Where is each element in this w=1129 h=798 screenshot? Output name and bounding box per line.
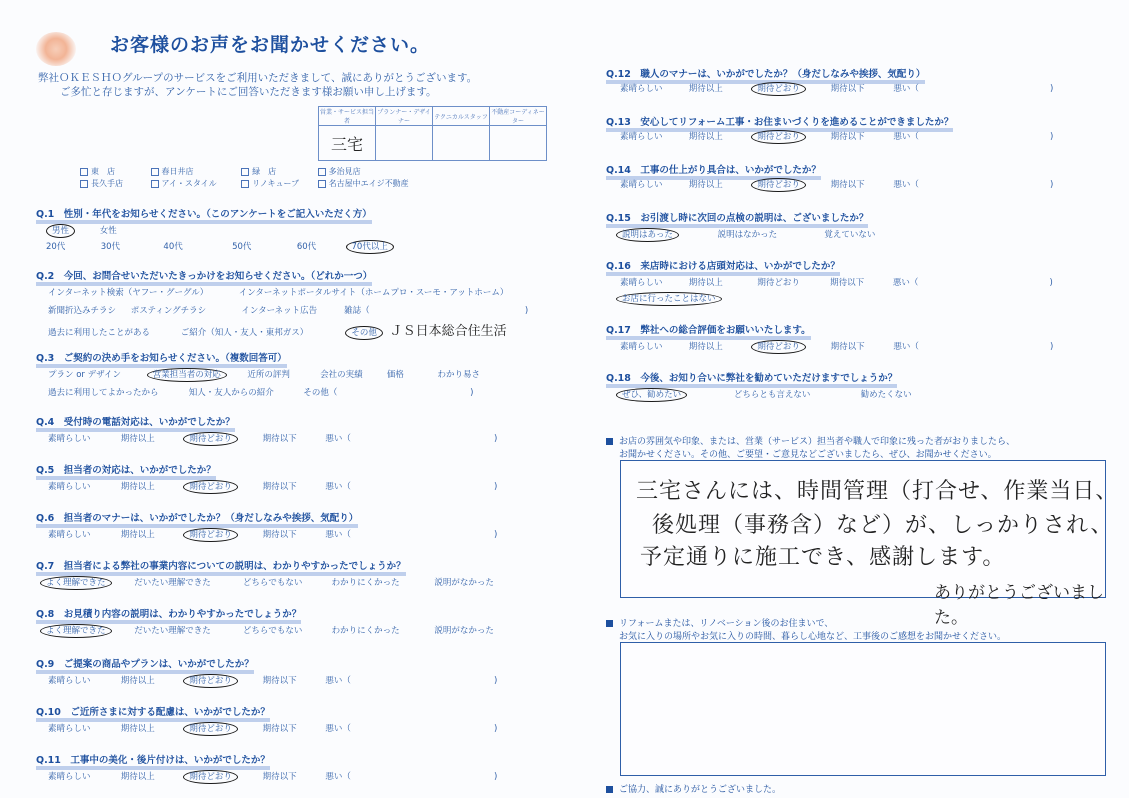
rating-option[interactable]: 期待以下 <box>262 434 297 444</box>
store-checkbox[interactable]: 名古屋中エイジ不動産 <box>318 179 409 188</box>
q14-title: Q.14 工事の仕上がり具合は、いかがでしたか？ <box>606 162 821 176</box>
q2-option[interactable]: ポスティングチラシ <box>130 306 207 316</box>
q15-selected[interactable]: 説明はあった <box>616 228 679 242</box>
q17-rating-options: 素晴らしい 期待以上 期待どおり 期待以下 悪い（ ) <box>620 342 1054 352</box>
rating-option[interactable]: 期待以下 <box>262 482 297 492</box>
q15-options <box>616 228 875 242</box>
q1-age[interactable]: 30代 <box>100 242 121 252</box>
q14-rating-options: 素晴らしい 期待以上 期待どおり 期待以下 悪い（ ) <box>620 180 1054 190</box>
comment-answer-line-4: ありがとうございました。 <box>934 583 1104 628</box>
comment-prompt-2-line-2: お気に入りの場所やお気に入りの時間、暮らし心地など、工事後のご感想をお聞かせください。 <box>619 632 1007 642</box>
section-marker-icon <box>606 438 613 445</box>
rating-option[interactable]: 素晴らしい <box>620 180 663 190</box>
q10-title: Q.10 ご近所さまに対する配慮は、いかがでしたか？ <box>36 704 270 718</box>
q18-selected[interactable]: ぜひ、勧めたい <box>616 388 687 402</box>
q9-rating-options: 素晴らしい 期待以上 期待どおり 期待以下 悪い（ ) <box>48 676 498 686</box>
understand-option[interactable]: 説明がなかった <box>434 578 494 588</box>
q5-rating-options: 素晴らしい 期待以上 期待どおり 期待以下 悪い（ ) <box>48 482 498 492</box>
understand-option[interactable]: 説明がなかった <box>434 626 494 636</box>
q11-rating-options: 素晴らしい 期待以上 期待どおり 期待以下 悪い（ ) <box>48 772 498 782</box>
rating-option[interactable]: 悪い（ <box>893 342 919 352</box>
q2-option[interactable]: インターネット広告 <box>241 306 318 316</box>
q3-title: Q.3 ご契約の決め手をお知らせください。（複数回答可） <box>36 350 287 364</box>
rating-option[interactable]: 悪い（ <box>893 84 919 94</box>
q3-option[interactable]: 知人・友人からの紹介 <box>188 388 274 398</box>
rating-option[interactable]: 悪い（ <box>325 482 351 492</box>
rating-option[interactable]: 期待以上 <box>120 434 155 444</box>
footer-thanks: ご協力、誠にありがとうございました。 <box>606 782 781 795</box>
store-checkbox[interactable]: リノキューブ <box>241 178 315 189</box>
q14-selected-rating[interactable]: 期待どおり <box>751 178 806 192</box>
rating-option[interactable]: 期待以下 <box>262 676 297 686</box>
q17-selected-rating[interactable]: 期待どおり <box>751 340 806 354</box>
rating-option[interactable]: 素晴らしい <box>620 84 663 94</box>
staff-header-sales: 営業・サービス担当者 <box>319 107 376 126</box>
staff-header-technical: テクニカルスタッフ <box>433 107 490 126</box>
understand-option[interactable]: わかりにくかった <box>331 578 400 588</box>
q16-rating-options: 素晴らしい 期待以上 期待どおり 期待以下 悪い（ ) <box>620 278 1053 288</box>
store-checkbox[interactable]: 長久手店 <box>80 178 148 189</box>
q5-selected-rating[interactable]: 期待どおり <box>183 480 238 494</box>
rating-option[interactable]: 期待以上 <box>688 132 723 142</box>
q4-selected-rating[interactable]: 期待どおり <box>183 432 238 446</box>
q2-option[interactable]: ご紹介（知人・友人・東邦ガス） <box>180 328 309 338</box>
rating-option[interactable]: 素晴らしい <box>48 772 91 782</box>
rating-option[interactable]: 期待以上 <box>120 482 155 492</box>
q2-option[interactable]: 新聞折込みチラシ <box>48 306 117 316</box>
intro-line-1: 弊社ＯＫＥＳＨＯグループのサービスをご利用いただきまして、誠にありがとうございます。 <box>38 72 478 84</box>
comment-answer-line-2: 後処理（事務含）など）が、しっかりされ、 <box>652 513 1114 538</box>
q2-options-row-2: 新聞折込みチラシ ポスティングチラシ インターネット広告 雑誌（ ) <box>48 306 529 316</box>
sales-staff-name: 三宅 <box>330 134 363 154</box>
q7-selected[interactable]: よく理解できた <box>40 576 112 590</box>
store-checkbox[interactable]: 東 店 <box>80 166 148 177</box>
understand-option[interactable]: だいたい理解できた <box>134 626 211 636</box>
understand-option[interactable]: だいたい理解できた <box>134 578 211 588</box>
q12-rating-options: 素晴らしい 期待以上 期待どおり 期待以下 悪い（ ) <box>620 84 1054 94</box>
q7-options <box>40 576 494 590</box>
q18-options <box>616 388 912 402</box>
rating-option[interactable]: 素晴らしい <box>48 724 91 734</box>
rating-option[interactable]: 悪い（ <box>325 724 351 734</box>
q15-title: Q.15 お引渡し時に次回の点検の説明は、ございましたか？ <box>606 210 868 224</box>
q2-option[interactable]: インターネットポータルサイト（ホームプロ・スーモ・アットホーム） <box>238 288 509 298</box>
rating-option[interactable]: 期待以下 <box>830 84 865 94</box>
q18-option[interactable]: どちらとも言えない <box>733 390 811 400</box>
understand-option[interactable]: どちらでもない <box>242 626 303 636</box>
q18-title: Q.18 今後、お知り合いに弊社を勧めていただけますでしょうか？ <box>606 370 897 384</box>
understand-option[interactable]: どちらでもない <box>242 578 303 588</box>
q8-selected[interactable]: よく理解できた <box>40 624 112 638</box>
understand-option[interactable]: わかりにくかった <box>331 626 400 636</box>
rating-option[interactable]: 素晴らしい <box>620 278 663 288</box>
store-list-row-1 <box>80 166 361 177</box>
rating-option[interactable]: 期待以下 <box>830 132 865 142</box>
q1-age[interactable]: 20代 <box>46 242 66 252</box>
q2-option[interactable]: インターネット検索（ヤフー・グーグル） <box>48 288 209 298</box>
q4-title: Q.4 受付時の電話対応は、いかがでしたか？ <box>36 414 235 428</box>
page-title: お客様のお声をお聞かせください。 <box>110 34 431 56</box>
q1-age-70-selected[interactable]: 70代以上 <box>346 240 394 254</box>
rating-option[interactable]: 期待どおり <box>757 278 800 288</box>
q3-option[interactable]: プラン or デザイン <box>48 370 122 380</box>
rating-option[interactable]: 期待以下 <box>262 530 297 540</box>
rating-option[interactable]: 素晴らしい <box>620 132 663 142</box>
q13-title: Q.13 安心してリフォーム工事・お住まいづくりを進めることができましたか？ <box>606 114 953 128</box>
q3-option[interactable]: 会社の実績 <box>320 370 363 380</box>
rating-option[interactable]: 期待以上 <box>120 530 155 540</box>
q1-age[interactable]: 60代 <box>296 242 317 252</box>
q6-selected-rating[interactable]: 期待どおり <box>183 528 238 542</box>
rating-option[interactable]: 期待以下 <box>262 772 297 782</box>
section-marker-icon <box>606 620 613 627</box>
rating-option[interactable]: 悪い（ <box>325 434 351 444</box>
q1-gender-options <box>46 224 117 238</box>
rating-option[interactable]: 期待以下 <box>830 278 865 288</box>
q8-title: Q.8 お見積り内容の説明は、わかりやすかったでしょうか？ <box>36 606 301 620</box>
rating-option[interactable]: 期待以下 <box>830 180 865 190</box>
comment-prompt-2: リフォームまたは、リノベーション後のお住まいで、 <box>606 616 833 629</box>
comment-box-2[interactable] <box>620 642 1106 776</box>
comment-answer-line-3: 予定通りに施工でき、感謝します。 <box>640 545 1006 570</box>
q3-sales-response-selected[interactable]: 営業担当者の対応 <box>147 368 227 382</box>
q2-option[interactable]: 過去に利用したことがある <box>48 328 151 338</box>
comment-prompt-1-line-2: お聞かせください。その他、ご要望・ご意見などございましたら、ぜひ、お聞かせください。 <box>619 450 997 460</box>
q6-rating-options: 素晴らしい 期待以上 期待どおり 期待以下 悪い（ ) <box>48 530 498 540</box>
q15-option[interactable]: 説明はなかった <box>717 230 778 240</box>
q8-options <box>40 624 494 638</box>
rating-option[interactable]: 悪い（ <box>892 278 919 288</box>
rating-option[interactable]: 素晴らしい <box>620 342 663 352</box>
store-checkbox[interactable]: アイ・スタイル <box>151 178 239 189</box>
rating-option[interactable]: 悪い（ <box>893 132 919 142</box>
q12-selected-rating[interactable]: 期待どおり <box>751 82 806 96</box>
section-marker-icon <box>606 786 613 793</box>
rating-option[interactable]: 悪い（ <box>325 772 351 782</box>
q6-title: Q.6 担当者のマナーは、いかがでしたか？（身だしなみや挨拶、気配り） <box>36 510 358 524</box>
company-seal-logo <box>36 32 76 66</box>
q2-other-selected[interactable]: その他 <box>345 326 383 340</box>
q4-rating-options: 素晴らしい 期待以上 期待どおり 期待以下 悪い（ ) <box>48 434 498 444</box>
q13-selected-rating[interactable]: 期待どおり <box>751 130 806 144</box>
q10-selected-rating[interactable]: 期待どおり <box>183 722 238 736</box>
rating-option[interactable]: 素晴らしい <box>48 530 91 540</box>
q1-title: Q.1 性別・年代をお知らせください。（このアンケートをご記入いただく方） <box>36 206 372 220</box>
q16-extra-option <box>616 292 722 306</box>
q3-option[interactable]: 過去に利用してよかったから <box>48 388 159 398</box>
q11-title: Q.11 工事中の美化・後片付けは、いかがでしたか？ <box>36 752 270 766</box>
q1-age[interactable]: 50代 <box>232 242 252 252</box>
staff-table <box>318 106 547 161</box>
rating-option[interactable]: 期待以下 <box>830 342 865 352</box>
store-checkbox[interactable]: 春日井店 <box>151 166 239 177</box>
q2-other-answer: ＪＳ日本総合住生活 <box>389 324 507 339</box>
q3-option[interactable]: 価格 <box>386 370 404 380</box>
q12-title: Q.12 職人のマナーは、いかがでしたか？（身だしなみや挨拶、気配り） <box>606 66 925 80</box>
rating-option[interactable]: 期待以上 <box>688 180 723 190</box>
store-list-row-2 <box>80 178 409 189</box>
rating-option[interactable]: 素晴らしい <box>48 482 91 492</box>
comment-answer-line-1: 三宅さんには、時間管理（打合せ、作業当日、 <box>636 479 1119 504</box>
store-checkbox[interactable]: 多治見店 <box>318 167 361 176</box>
q18-option[interactable]: 勧めたくない <box>860 390 912 400</box>
intro-line-2: ご多忙と存じますが、アンケートにご回答いただきます様お願い申し上げます。 <box>60 86 437 98</box>
rating-option[interactable]: 期待以上 <box>120 772 155 782</box>
q3-options-row-2: 過去に利用してよかったから 知人・友人からの紹介 その他（ ) <box>48 388 474 398</box>
q5-title: Q.5 担当者の対応は、いかがでしたか？ <box>36 462 216 476</box>
q16-never-visited-selected[interactable]: お店に行ったことはない <box>616 292 722 306</box>
q2-options-row-3 <box>48 320 507 340</box>
rating-option[interactable]: 素晴らしい <box>48 676 91 686</box>
q3-option[interactable]: わかり易さ <box>437 370 481 380</box>
q1-age[interactable]: 40代 <box>163 242 183 252</box>
staff-header-realestate: 不動産コーディネーター <box>490 107 547 126</box>
rating-option[interactable]: 期待以上 <box>120 724 155 734</box>
q7-title: Q.7 担当者による弊社の事業内容についての説明は、わかりやすかったでしょうか？ <box>36 558 406 572</box>
q3-option[interactable]: その他（ <box>303 388 338 398</box>
q16-title: Q.16 来店時における店頭対応は、いかがでしたか？ <box>606 258 840 272</box>
q1-female[interactable]: 女性 <box>99 226 117 236</box>
q9-selected-rating[interactable]: 期待どおり <box>183 674 238 688</box>
q13-rating-options: 素晴らしい 期待以上 期待どおり 期待以下 悪い（ ) <box>620 132 1054 142</box>
rating-option[interactable]: 期待以上 <box>120 676 155 686</box>
q2-title: Q.2 今回、お問合せいただいたきっかけをお知らせください。（どれか一つ） <box>36 268 372 282</box>
q1-age-options <box>46 240 394 254</box>
rating-option[interactable]: 素晴らしい <box>48 434 91 444</box>
store-checkbox[interactable]: 緑 店 <box>241 166 315 177</box>
rating-option[interactable]: 期待以上 <box>688 342 723 352</box>
q11-selected-rating[interactable]: 期待どおり <box>183 770 238 784</box>
rating-option[interactable]: 期待以上 <box>688 278 723 288</box>
comment-prompt-1: お店の雰囲気や印象、または、営業（サービス）担当者や職人で印象に残った者がおりましたら、 <box>606 434 1015 447</box>
q3-options-row-1 <box>48 368 480 382</box>
q3-option[interactable]: 近所の評判 <box>247 370 290 380</box>
q2-option[interactable]: 雑誌（ <box>344 306 370 316</box>
q9-title: Q.9 ご提案の商品やプランは、いかがでしたか？ <box>36 656 254 670</box>
q15-option[interactable]: 覚えていない <box>824 230 876 240</box>
q10-rating-options: 素晴らしい 期待以上 期待どおり 期待以下 悪い（ ) <box>48 724 498 734</box>
rating-option[interactable]: 悪い（ <box>325 530 351 540</box>
q1-male-selected[interactable]: 男性 <box>46 224 75 238</box>
rating-option[interactable]: 悪い（ <box>325 676 351 686</box>
q17-title: Q.17 弊社への総合評価をお願いいたします。 <box>606 322 811 336</box>
rating-option[interactable]: 悪い（ <box>893 180 919 190</box>
rating-option[interactable]: 期待以上 <box>688 84 723 94</box>
rating-option[interactable]: 期待以下 <box>262 724 297 734</box>
q2-options-row-1 <box>48 286 508 298</box>
staff-header-planner: プランナー・デザイナー <box>376 107 433 126</box>
